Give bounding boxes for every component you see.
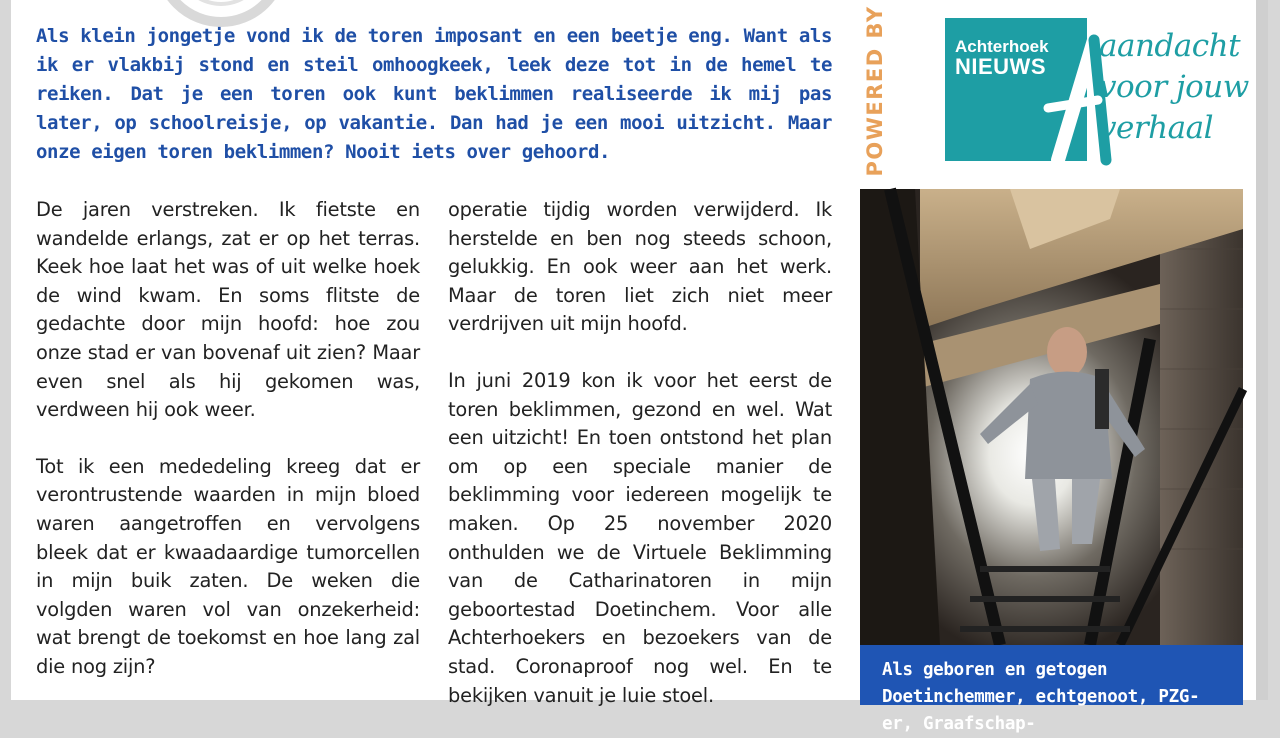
tagline-line-2: voor jouw xyxy=(1099,69,1249,105)
photo-caption: Als geboren en getogen Doetinchemmer, echtgenoot, PZG-er, Graafschap- xyxy=(860,645,1243,705)
logo-brand-line1: Achterhoek xyxy=(955,37,1049,56)
column2-paragraph-2: In juni 2019 kon ik voor het eerst de toren beklimmen, gezond en wel. Wat een uitzicht! En toen ontstond het plan om op een speciale manier de beklimming voor iedereen mogelijk te maken. Op 25 november 2020 onthulden we de Virtuele Beklimming van de Catharinatoren in mijn geboortestad Doetinchem. Voor alle Achterhoekers en bezoekers van de stad. Coronaproof nog wel. En te bekijken vanuit je luie stoel. xyxy=(448,368,832,707)
magazine-page xyxy=(11,0,1268,734)
page-edge xyxy=(1256,0,1268,700)
sponsor-tagline xyxy=(1099,26,1269,149)
logo-brand-line2: NIEUWS xyxy=(955,54,1046,79)
logo-brand-text xyxy=(955,37,1049,77)
column1-paragraph-1: De jaren verstreken. Ik fietste en wandelde erlangs, zat er op het terras. Keek hoe laat het was of uit welke hoek de wind kwam. En soms flitste de gedachte door mijn hoofd: hoe zou onze stad er van bovenaf uit zien? Maar even snel als hij gekomen was, verdween hij ook weer. xyxy=(36,198,420,422)
column2-paragraph-1: operatie tijdig worden verwijderd. Ik herstelde en ben nog steeds schoon, gelukkig. En ook weer aan het werk. Maar de toren liet zich niet meer verdrijven uit mijn hoofd. xyxy=(448,198,832,336)
article-column-1 xyxy=(36,196,420,710)
intro-paragraph: Als klein jongetje vond ik de toren imposant en een beetje eng. Want als ik er vlakbij stond en steil omhoogkeek, leek deze tot in de hemel te reiken. Dat je een toren ook kunt beklimmen realiseerde ik mij pas later, op schoolreisje, op vakantie. Dan had je een mooi uitzicht. Maar onze eigen toren beklimmen? Nooit iets over gehoord. xyxy=(36,25,832,163)
tagline-line-1: aandacht xyxy=(1099,28,1241,64)
photo-illustration xyxy=(860,189,1243,645)
powered-by-label xyxy=(855,5,895,177)
tagline-line-3: verhaal xyxy=(1099,110,1214,146)
tower-staircase-photo xyxy=(860,189,1243,645)
article-column-2 xyxy=(448,196,832,738)
powered-by-text: POWERED BY xyxy=(863,5,887,177)
column1-paragraph-2: Tot ik een mededeling kreeg dat er verontrustende waarden in mijn bloed waren aangetroffen en vervolgens bleek dat er kwaadaardige tumorcellen in mijn buik zaten. De weken die volgden waren vol van onzekerheid: wat brengt de toekomst en hoe lang zal die nog zijn? xyxy=(36,454,420,678)
